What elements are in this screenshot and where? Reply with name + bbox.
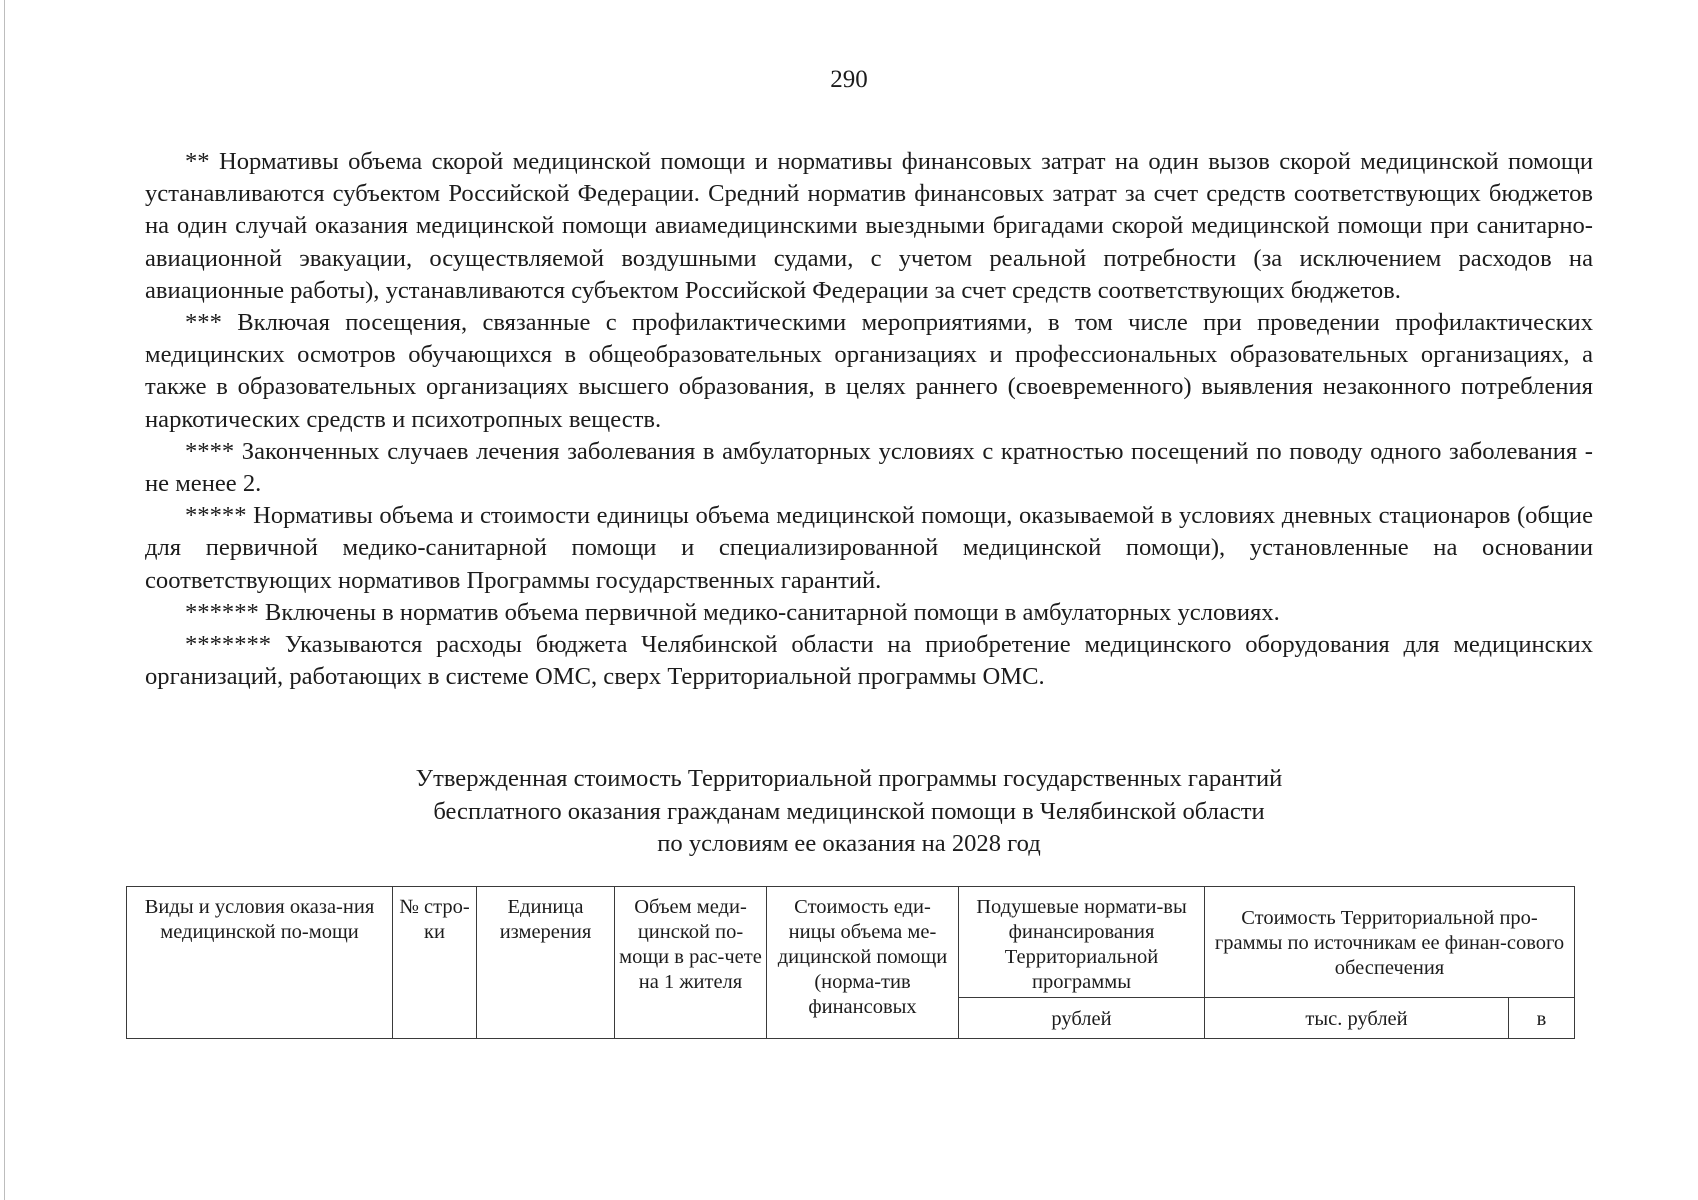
- header-volume-per-capita: Объем меди-цинской по-мощи в рас-чете на 1 жителя: [615, 887, 767, 1039]
- header-row-number: № стро-ки: [393, 887, 477, 1039]
- table-title: [0, 763, 1698, 861]
- unit-thousand-rubles: тыс. рублей: [1205, 998, 1509, 1039]
- footnote-3: *** Включая посещения, связанные с профилактическими мероприятиями, в том числе при проведении профилактических медицинских осмотров обучающихся в общеобразовательных организациях и профессиональных образовательных организациях, а также в образовательных организациях высшего образования, в целях раннего (своевременного) выявления незаконного потребления наркотических средств и психотропных веществ.: [145, 309, 1593, 433]
- footnote-5: ***** Нормативы объема и стоимости единицы объема медицинской помощи, оказываемой в условиях дневных стационаров (общие для первичной медико-санитарной помощи и специализированной медицинской помощи), установленные на основании соответствующих нормативов Программы государственных гарантий.: [145, 502, 1593, 594]
- header-program-cost: Стоимость Территориальной про-граммы по источникам ее финан-сового обеспечения: [1205, 887, 1575, 998]
- footnote-6: ****** Включены в норматив объема первичной медико-санитарной помощи в амбулаторных условиях.: [185, 598, 1280, 626]
- page-number: 290: [830, 66, 868, 93]
- footnote-7: ******* Указываются расходы бюджета Челябинской области на приобретение медицинского оборудования для медицинских организаций, работающих в системе ОМС, сверх Территориальной программы ОМС.: [145, 631, 1593, 691]
- table-title-line-3: по условиям ее оказания на 2028 год: [657, 830, 1041, 857]
- table-title-line-1: Утвержденная стоимость Территориальной программы государственных гарантий: [415, 765, 1283, 792]
- header-per-capita-standards: Подушевые нормати-вы финансирования Территориальной программы: [959, 887, 1205, 998]
- table-header-row: [127, 887, 1575, 998]
- header-unit-cost: Стоимость еди-ницы объема ме-дицинской помощи (норма-тив финансовых: [767, 887, 959, 1039]
- footnote-2: ** Нормативы объема скорой медицинской помощи и нормативы финансовых затрат на один вызов скорой медицинской помощи устанавливаются субъектом Российской Федерации. Средний норматив финансовых затрат за счет средств соответствующих бюджетов на один случай оказания медицинской помощи авиамедицинскими выездными бригадами скорой медицинской помощи при санитарно-авиационной эвакуации, осуществляемой воздушными судами, с учетом реальной потребности (за исключением расходов на авиационные работы), устанавливаются субъектом Российской Федерации за счет средств соответствующих бюджетов.: [145, 148, 1593, 304]
- header-unit-of-measure: Единица измерения: [477, 887, 615, 1039]
- scan-edge: [4, 0, 5, 1200]
- footnotes: [145, 146, 1593, 693]
- header-types-conditions: Виды и условия оказа-ния медицинской по-мощи: [127, 887, 393, 1039]
- table-title-line-2: бесплатного оказания гражданам медицинской помощи в Челябинской области: [433, 797, 1265, 825]
- unit-percent: в: [1509, 998, 1575, 1039]
- unit-rubles: рублей: [959, 998, 1205, 1039]
- footnote-4: **** Законченных случаев лечения заболевания в амбулаторных условиях с кратностью посещений по поводу одного заболевания - не менее 2.: [145, 437, 1593, 498]
- cost-table: [126, 886, 1575, 1039]
